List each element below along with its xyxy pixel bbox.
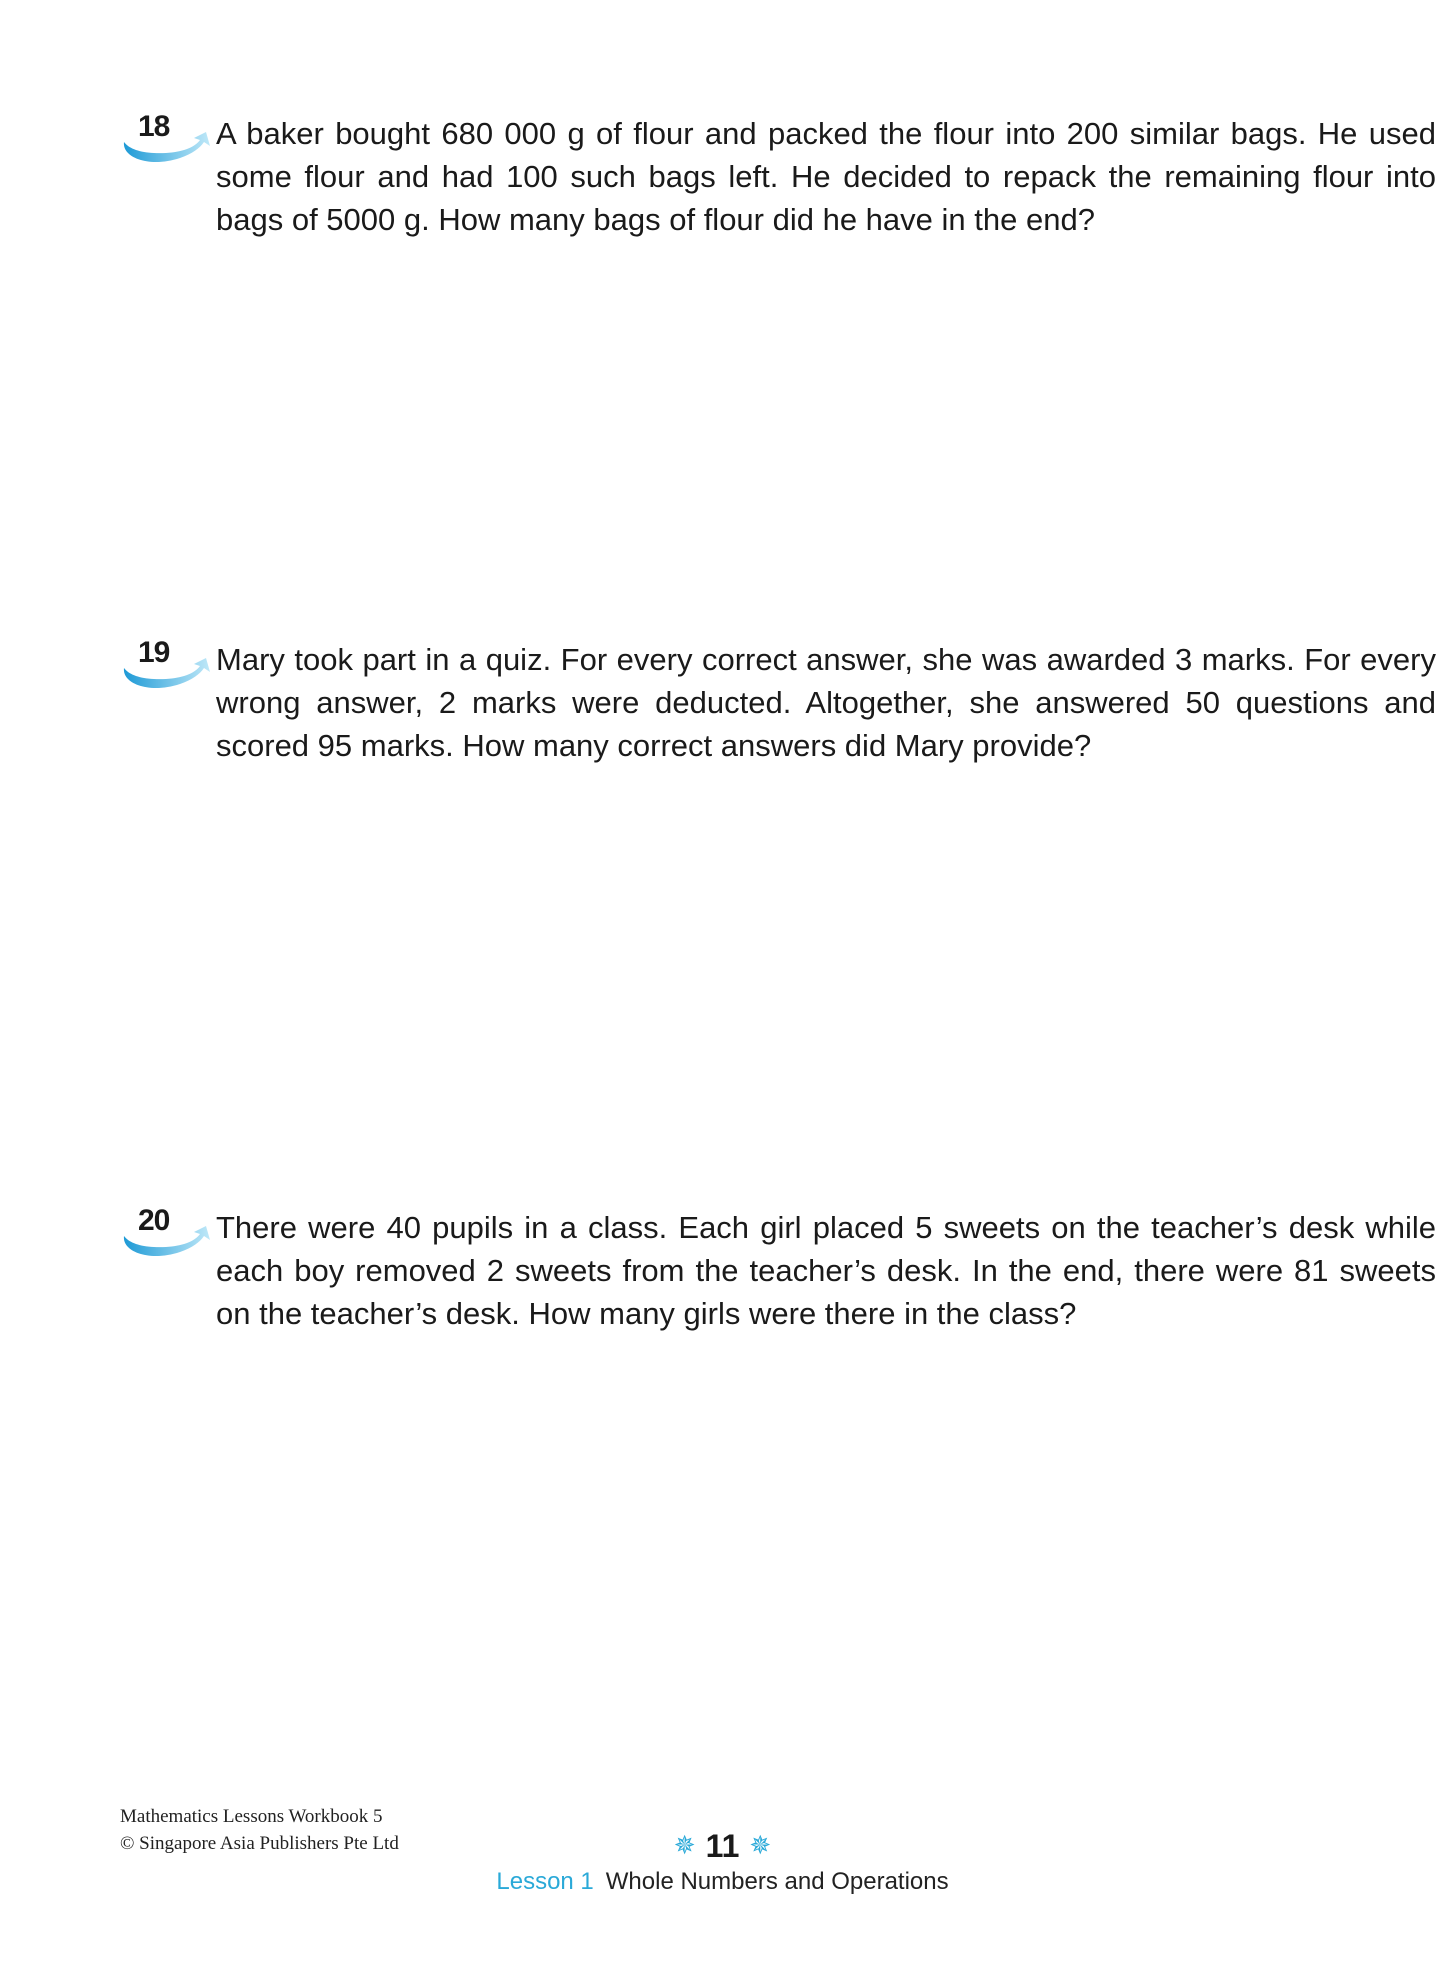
question-number: 20 bbox=[138, 1204, 170, 1237]
snowflake-icon: ✵ bbox=[673, 1830, 696, 1860]
page-number-value: 11 bbox=[705, 1828, 740, 1864]
question-number: 18 bbox=[138, 110, 170, 143]
snowflake-icon: ✵ bbox=[749, 1830, 772, 1860]
lesson-title: Whole Numbers and Operations bbox=[605, 1868, 949, 1895]
question-number-badge bbox=[120, 638, 216, 702]
question-text: There were 40 pupils in a class. Each girl placed 5 sweets on the teacher’s desk while each boy removed 2 sweets from the teacher’s desk. In the end, there were 81 sweets on the teacher’s desk. How many girls were there in the class? bbox=[216, 1210, 1436, 1331]
question-number-badge bbox=[120, 112, 216, 176]
lesson-label: Lesson 1 bbox=[496, 1868, 594, 1895]
question-text: A baker bought 680 000 g of flour and packed the flour into 200 similar bags. He used some flour and had 100 such bags left. He decided to repack the remaining flour into bags of 5000 g. How many bags of flour did he have in the end? bbox=[216, 116, 1436, 237]
book-title: Mathematics Lessons Workbook 5 bbox=[120, 1806, 383, 1827]
question-number: 19 bbox=[138, 636, 170, 669]
question-text: Mary took part in a quiz. For every correct answer, she was awarded 3 marks. For every wrong answer, 2 marks were deducted. Altogether, she answered 50 questions and scored 95 marks. How many correct answers did Mary provide? bbox=[216, 642, 1436, 763]
copyright-notice: © Singapore Asia Publishers Pte Ltd bbox=[120, 1833, 399, 1854]
question-number-badge bbox=[120, 1206, 216, 1270]
page-number bbox=[0, 1828, 1445, 1865]
lesson-caption bbox=[0, 1868, 1445, 1896]
